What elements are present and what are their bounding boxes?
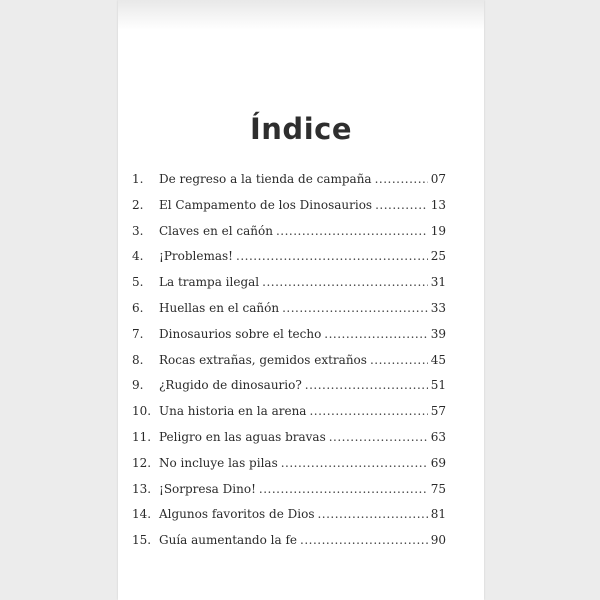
entry-title: Una historia en la arena [159,404,307,419]
entry-page: 07 [430,172,446,186]
dot-leader [276,224,428,238]
entry-page: 63 [430,429,446,444]
toc-entry [132,275,446,301]
dot-leader [262,275,428,289]
entry-number: 15. [132,533,152,548]
dot-leader [375,198,428,212]
entry-number: 5. [132,275,144,290]
entry-page: 13 [430,197,446,212]
dot-leader [305,378,428,392]
dot-leader [300,533,428,547]
entry-title: Rocas extrañas, gemidos extraños [159,352,367,367]
dot-leader [281,456,428,470]
entry-number: 9. [132,378,144,393]
entry-title: Guía aumentando la fe [159,533,297,548]
entry-page: 45 [430,352,446,367]
entry-number: 3. [132,223,144,238]
toc-entry [132,224,446,250]
entry-title: Huellas en el cañón [159,300,280,315]
entry-page: 39 [430,326,446,341]
entry-page: 81 [430,507,446,522]
entry-number: 10. [132,404,152,419]
entry-number: 13. [132,481,152,496]
entry-number: 6. [132,300,144,315]
dot-leader [309,404,427,418]
entry-number: 2. [132,197,144,212]
entry-page: 31 [430,275,446,290]
table-of-contents [132,172,446,559]
dot-leader [282,301,428,315]
entry-number: 12. [132,455,152,470]
entry-page: 25 [430,249,446,264]
entry-page: 19 [430,223,446,238]
entry-number: 14. [132,507,152,522]
toc-entry [132,482,446,508]
entry-page: 57 [430,404,446,419]
entry-title: ¡Sorpresa Dino! [159,481,256,496]
entry-number: 1. [132,172,144,186]
entry-title: De regreso a la tienda de campaña [159,172,372,186]
dot-leader [375,172,428,186]
entry-title: ¡Problemas! [159,249,233,264]
entry-title: Dinosaurios sobre el techo [159,326,322,341]
toc-entry [132,249,446,275]
toc-entry [132,378,446,404]
toc-entry [132,301,446,327]
book-page [118,0,484,600]
entry-title: ¿Rugido de dinosaurio? [159,378,302,393]
toc-entry [132,507,446,533]
entry-number: 7. [132,326,144,341]
toc-entry [132,353,446,379]
dot-leader [236,249,428,263]
entry-title: El Campamento de los Dinosaurios [159,197,373,212]
dot-leader [329,430,428,444]
dot-leader [370,353,428,367]
toc-entry [132,172,446,198]
toc-entry [132,533,446,559]
entry-title: Peligro en las aguas bravas [159,429,326,444]
entry-number: 11. [132,429,152,444]
entry-page: 75 [430,481,446,496]
dot-leader [317,507,427,521]
entry-title: No incluye las pilas [159,455,278,470]
entry-page: 69 [430,455,446,470]
entry-page: 51 [430,378,446,393]
entry-title: La trampa ilegal [159,275,260,290]
entry-number: 4. [132,249,144,264]
scan-shadow [118,0,484,30]
dot-leader [259,482,428,496]
toc-entry [132,327,446,353]
toc-entry [132,198,446,224]
toc-entry [132,456,446,482]
page-title: Índice [250,112,352,146]
entry-title: Claves en el cañón [159,223,273,238]
toc-entry [132,430,446,456]
entry-number: 8. [132,352,144,367]
toc-entry [132,404,446,430]
entry-title: Algunos favoritos de Dios [159,507,315,522]
entry-page: 33 [430,300,446,315]
dot-leader [324,327,427,341]
entry-page: 90 [430,533,446,548]
